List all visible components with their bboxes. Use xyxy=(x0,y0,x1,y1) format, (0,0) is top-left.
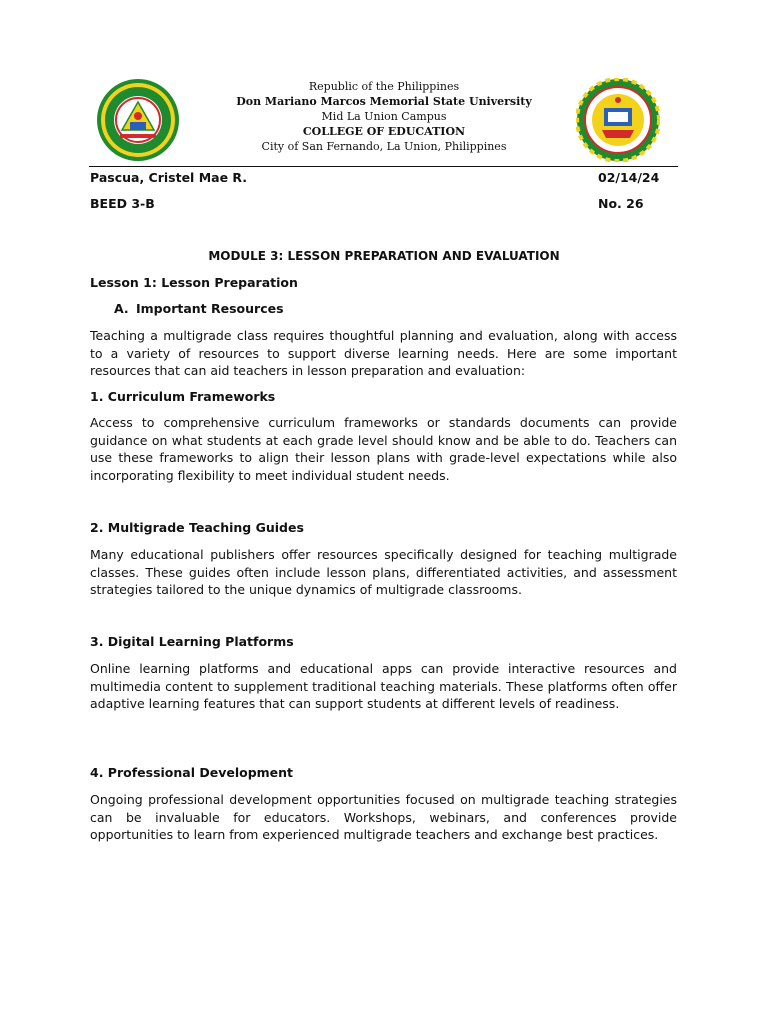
subheading-text: Important Resources xyxy=(136,301,284,316)
lesson-title: Lesson 1: Lesson Preparation xyxy=(90,275,298,290)
address-line: City of San Fernando, La Union, Philippines xyxy=(261,140,507,153)
section-body-curriculum: Access to comprehensive curriculum frameworks or standards documents can provide guidance on what students at each grade level should know and be able to do. Teachers can use these frameworks to align their lesson plans with grade-level expectations while also incorporating flexibility to meet individual student needs. xyxy=(90,415,677,483)
student-name: Pascua, Cristel Mae R. xyxy=(90,170,248,185)
subheading xyxy=(114,301,284,316)
university-name: Don Mariano Marcos Memorial State University xyxy=(236,95,532,108)
submission-date: 02/14/24 xyxy=(598,170,660,185)
section-heading-teaching-guides: 2. Multigrade Teaching Guides xyxy=(90,520,304,535)
student-section: BEED 3-B xyxy=(90,196,155,211)
section-heading-professional-development: 4. Professional Development xyxy=(90,765,294,780)
campus-line: Mid La Union Campus xyxy=(321,110,447,123)
student-number: No. 26 xyxy=(598,196,644,211)
letterhead xyxy=(180,79,588,154)
section-heading-digital-platforms: 3. Digital Learning Platforms xyxy=(90,634,294,649)
republic-line: Republic of the Philippines xyxy=(308,80,460,93)
intro-paragraph: Teaching a multigrade class requires thoughtful planning and evaluation, along with access to a variety of resources to support diverse learning needs. Here are some important resources that can aid teachers in lesson preparation and evaluation: xyxy=(90,328,677,379)
header-divider xyxy=(89,166,678,167)
college-name: COLLEGE OF EDUCATION xyxy=(302,125,466,138)
section-body-professional-development: Ongoing professional development opportunities focused on multigrade teaching strategies can be invaluable for educators. Workshops, webinars, and conferences provide opportunities to learn from experienced multigrade teachers and exchange best practices. xyxy=(90,792,677,843)
subheading-marker: A. xyxy=(114,301,129,316)
module-title: MODULE 3: LESSON PREPARATION AND EVALUATION xyxy=(208,249,560,263)
section-body-digital-platforms: Online learning platforms and educational apps can provide interactive resources and multimedia content to supplement traditional teaching materials. These platforms often offer adaptive learning features that can support students at different levels of readiness. xyxy=(90,661,677,712)
section-body-teaching-guides: Many educational publishers offer resources specifically designed for teaching multigrade classes. These guides often include lesson plans, differentiated activities, and assessment strategies tailored to the unique dynamics of multigrade classrooms. xyxy=(90,547,677,598)
college-seal-logo xyxy=(576,78,660,162)
section-heading-curriculum: 1. Curriculum Frameworks xyxy=(90,389,276,404)
university-seal-logo xyxy=(96,78,180,162)
